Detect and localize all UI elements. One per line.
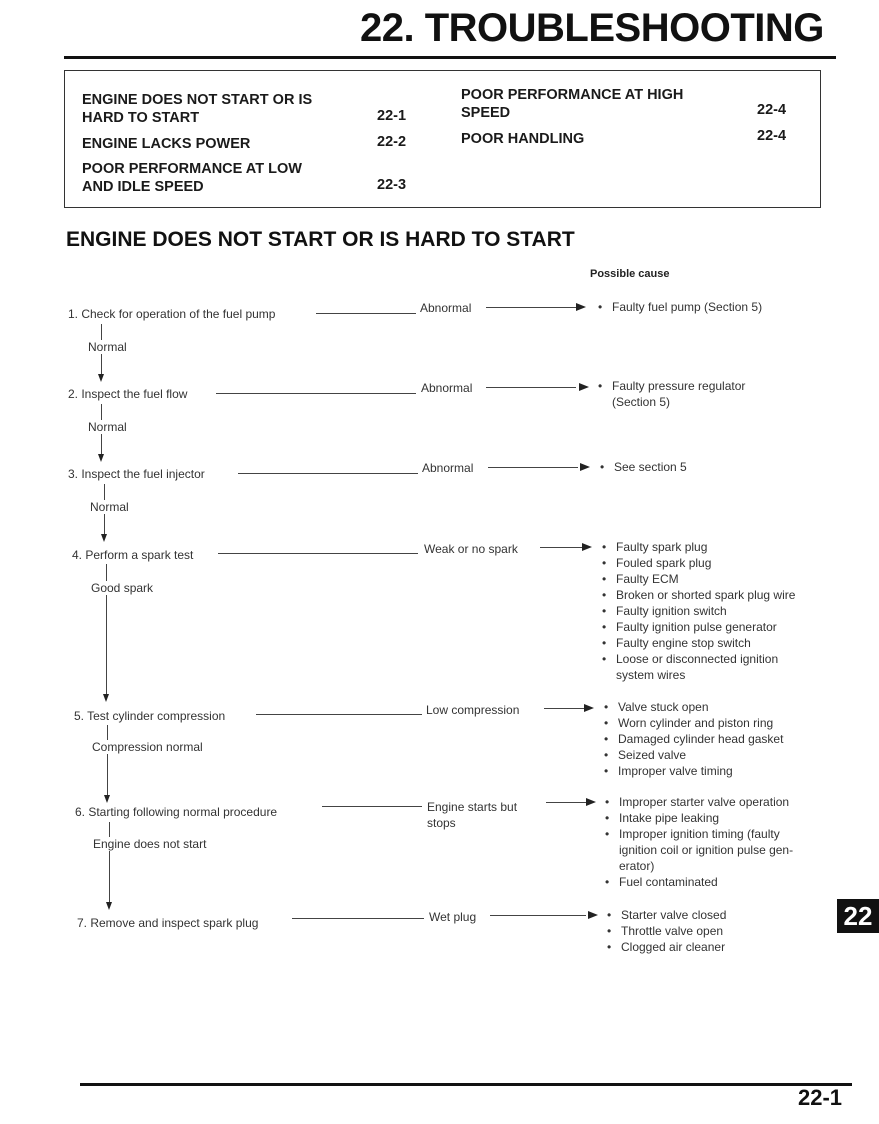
step-7-arrow-icon: [588, 911, 598, 919]
step-4-result: Weak or no spark: [424, 542, 518, 556]
cause-item: • Throttle valve open: [607, 924, 724, 938]
cause-item: • See section 5: [600, 460, 687, 474]
step-4-down-arrow-icon: [103, 694, 109, 702]
toc-entry-3-label[interactable]: [82, 160, 302, 196]
chapter-tab[interactable]: 22: [837, 899, 879, 933]
toc-entry-3-page[interactable]: 22-3: [377, 177, 407, 193]
step-6-causes: [605, 794, 793, 890]
step-6-result-line1: Engine starts but: [427, 800, 518, 814]
cause-item: • Improper valve timing: [604, 764, 733, 778]
toc-entry-5-label[interactable]: POOR HANDLING: [461, 131, 585, 147]
step-4-causes: [602, 539, 795, 683]
step-7-connector: [292, 918, 424, 919]
step-7-result: Wet plug: [429, 910, 477, 924]
step-5-connector: [256, 714, 422, 715]
step-3-next: Normal: [90, 500, 129, 514]
step-1-arrow-line: [486, 307, 576, 308]
step-3-arrow-icon: [580, 463, 590, 471]
step-2-down-arrow-icon: [98, 454, 104, 462]
cause-item: (Section 5): [612, 395, 671, 409]
step-2-arrow-icon: [579, 383, 589, 391]
cause-item: system wires: [616, 668, 686, 682]
step-6-down-line: [109, 822, 110, 902]
step-5-down-arrow-icon: [104, 795, 110, 803]
cause-item: • Valve stuck open: [604, 700, 709, 714]
cause-item: • Damaged cylinder head gasket: [604, 732, 784, 746]
step-3-label: 3. Inspect the fuel injector: [68, 467, 205, 481]
step-5-next: Compression normal: [92, 740, 203, 754]
cause-item: • Faulty engine stop switch: [602, 636, 751, 650]
step-2-connector: [216, 393, 416, 394]
toc-entry-5-page[interactable]: 22-4: [757, 128, 787, 144]
step-7-causes: [607, 907, 726, 955]
page-number: 22-1: [798, 1085, 843, 1110]
step-3-connector: [238, 473, 418, 474]
step-7-label: 7. Remove and inspect spark plug: [77, 916, 259, 930]
cause-item: • Starter valve closed: [607, 908, 727, 922]
cause-item: • Faulty ignition switch: [602, 604, 727, 618]
cause-item: • Faulty pressure regulator: [598, 379, 746, 393]
step-1-arrow-icon: [576, 303, 586, 311]
step-7-arrow-line: [490, 915, 586, 916]
cause-item: • Faulty ECM: [602, 572, 679, 586]
cause-item: • Clogged air cleaner: [607, 940, 726, 954]
toc-entry-4-label[interactable]: [461, 86, 683, 122]
step-1-result: Abnormal: [420, 301, 472, 315]
step-1-next: Normal: [88, 340, 127, 354]
cause-item: • Seized valve: [604, 748, 687, 762]
step-4-connector: [218, 553, 418, 554]
cause-item: • Faulty fuel pump (Section 5): [598, 300, 763, 314]
step-5-result: Low compression: [426, 703, 520, 717]
step-4-label: 4. Perform a spark test: [72, 548, 194, 562]
step-6-arrow-icon: [586, 798, 596, 806]
step-6-result-line2: stops: [427, 816, 456, 830]
cause-item: • Faulty ignition pulse generator: [602, 620, 777, 634]
step-2-next: Normal: [88, 420, 127, 434]
cause-item: • Faulty spark plug: [602, 540, 708, 554]
step-3-result: Abnormal: [422, 461, 474, 475]
step-4-arrow-icon: [582, 543, 592, 551]
step-2-arrow-line: [486, 387, 576, 388]
toc-entry-4-line2: SPEED: [461, 105, 511, 121]
toc-entry-3-line1: POOR PERFORMANCE AT LOW: [82, 161, 302, 177]
step-6-next: Engine does not start: [93, 837, 207, 851]
toc-entry-1-line1: ENGINE DOES NOT START OR IS: [82, 92, 313, 108]
toc-entry-3-line2: AND IDLE SPEED: [82, 179, 204, 195]
cause-item: • Improper starter valve operation: [605, 795, 790, 809]
step-3-causes: [600, 459, 687, 475]
step-5-label: 5. Test cylinder compression: [74, 709, 226, 723]
toc-entry-2-label[interactable]: ENGINE LACKS POWER: [82, 136, 251, 152]
cause-item: • Broken or shorted spark plug wire: [602, 588, 796, 602]
step-5-arrow-icon: [584, 704, 594, 712]
step-5-causes: [604, 699, 783, 779]
toc-entry-1-line2: HARD TO START: [82, 110, 200, 126]
title-rule: [64, 56, 836, 59]
step-1-label: 1. Check for operation of the fuel pump: [68, 307, 276, 321]
step-4-arrow-line: [540, 547, 582, 548]
step-1-causes: [598, 299, 762, 315]
step-6-down-arrow-icon: [106, 902, 112, 910]
cause-item: • Fouled spark plug: [602, 556, 712, 570]
step-2-causes: [598, 378, 745, 410]
step-6-arrow-line: [546, 802, 586, 803]
cause-item: erator): [619, 859, 655, 873]
possible-cause-heading: Possible cause: [590, 268, 670, 280]
toc-entry-4-page[interactable]: 22-4: [757, 102, 787, 118]
step-5-down-line: [107, 725, 108, 795]
cause-item: • Improper ignition timing (faulty: [605, 827, 780, 841]
step-1-down-arrow-icon: [98, 374, 104, 382]
toc-entry-1-label[interactable]: [82, 91, 312, 127]
step-6-label: 6. Starting following normal procedure: [75, 805, 278, 819]
step-2-result: Abnormal: [421, 381, 473, 395]
footer-rule: [80, 1083, 852, 1086]
toc-entry-4-line1: POOR PERFORMANCE AT HIGH: [461, 87, 684, 103]
step-3-down-arrow-icon: [101, 534, 107, 542]
step-1-connector: [316, 313, 416, 314]
cause-item: • Worn cylinder and piston ring: [604, 716, 774, 730]
step-2-label: 2. Inspect the fuel flow: [68, 387, 188, 401]
cause-item: • Loose or disconnected ignition: [602, 652, 779, 666]
step-6-connector: [322, 806, 422, 807]
page-title: 22. TROUBLESHOOTING: [360, 6, 824, 50]
toc-entry-1-page[interactable]: 22-1: [377, 108, 407, 124]
step-5-arrow-line: [544, 708, 584, 709]
cause-item: • Fuel contaminated: [605, 875, 718, 889]
toc-entry-2-page[interactable]: 22-2: [377, 134, 407, 150]
cause-item: ignition coil or ignition pulse gen-: [619, 843, 794, 857]
step-3-arrow-line: [488, 467, 578, 468]
step-6-result: [427, 799, 517, 831]
step-4-next: Good spark: [91, 581, 154, 595]
cause-item: • Intake pipe leaking: [605, 811, 720, 825]
section-heading: ENGINE DOES NOT START OR IS HARD TO START: [66, 228, 575, 251]
